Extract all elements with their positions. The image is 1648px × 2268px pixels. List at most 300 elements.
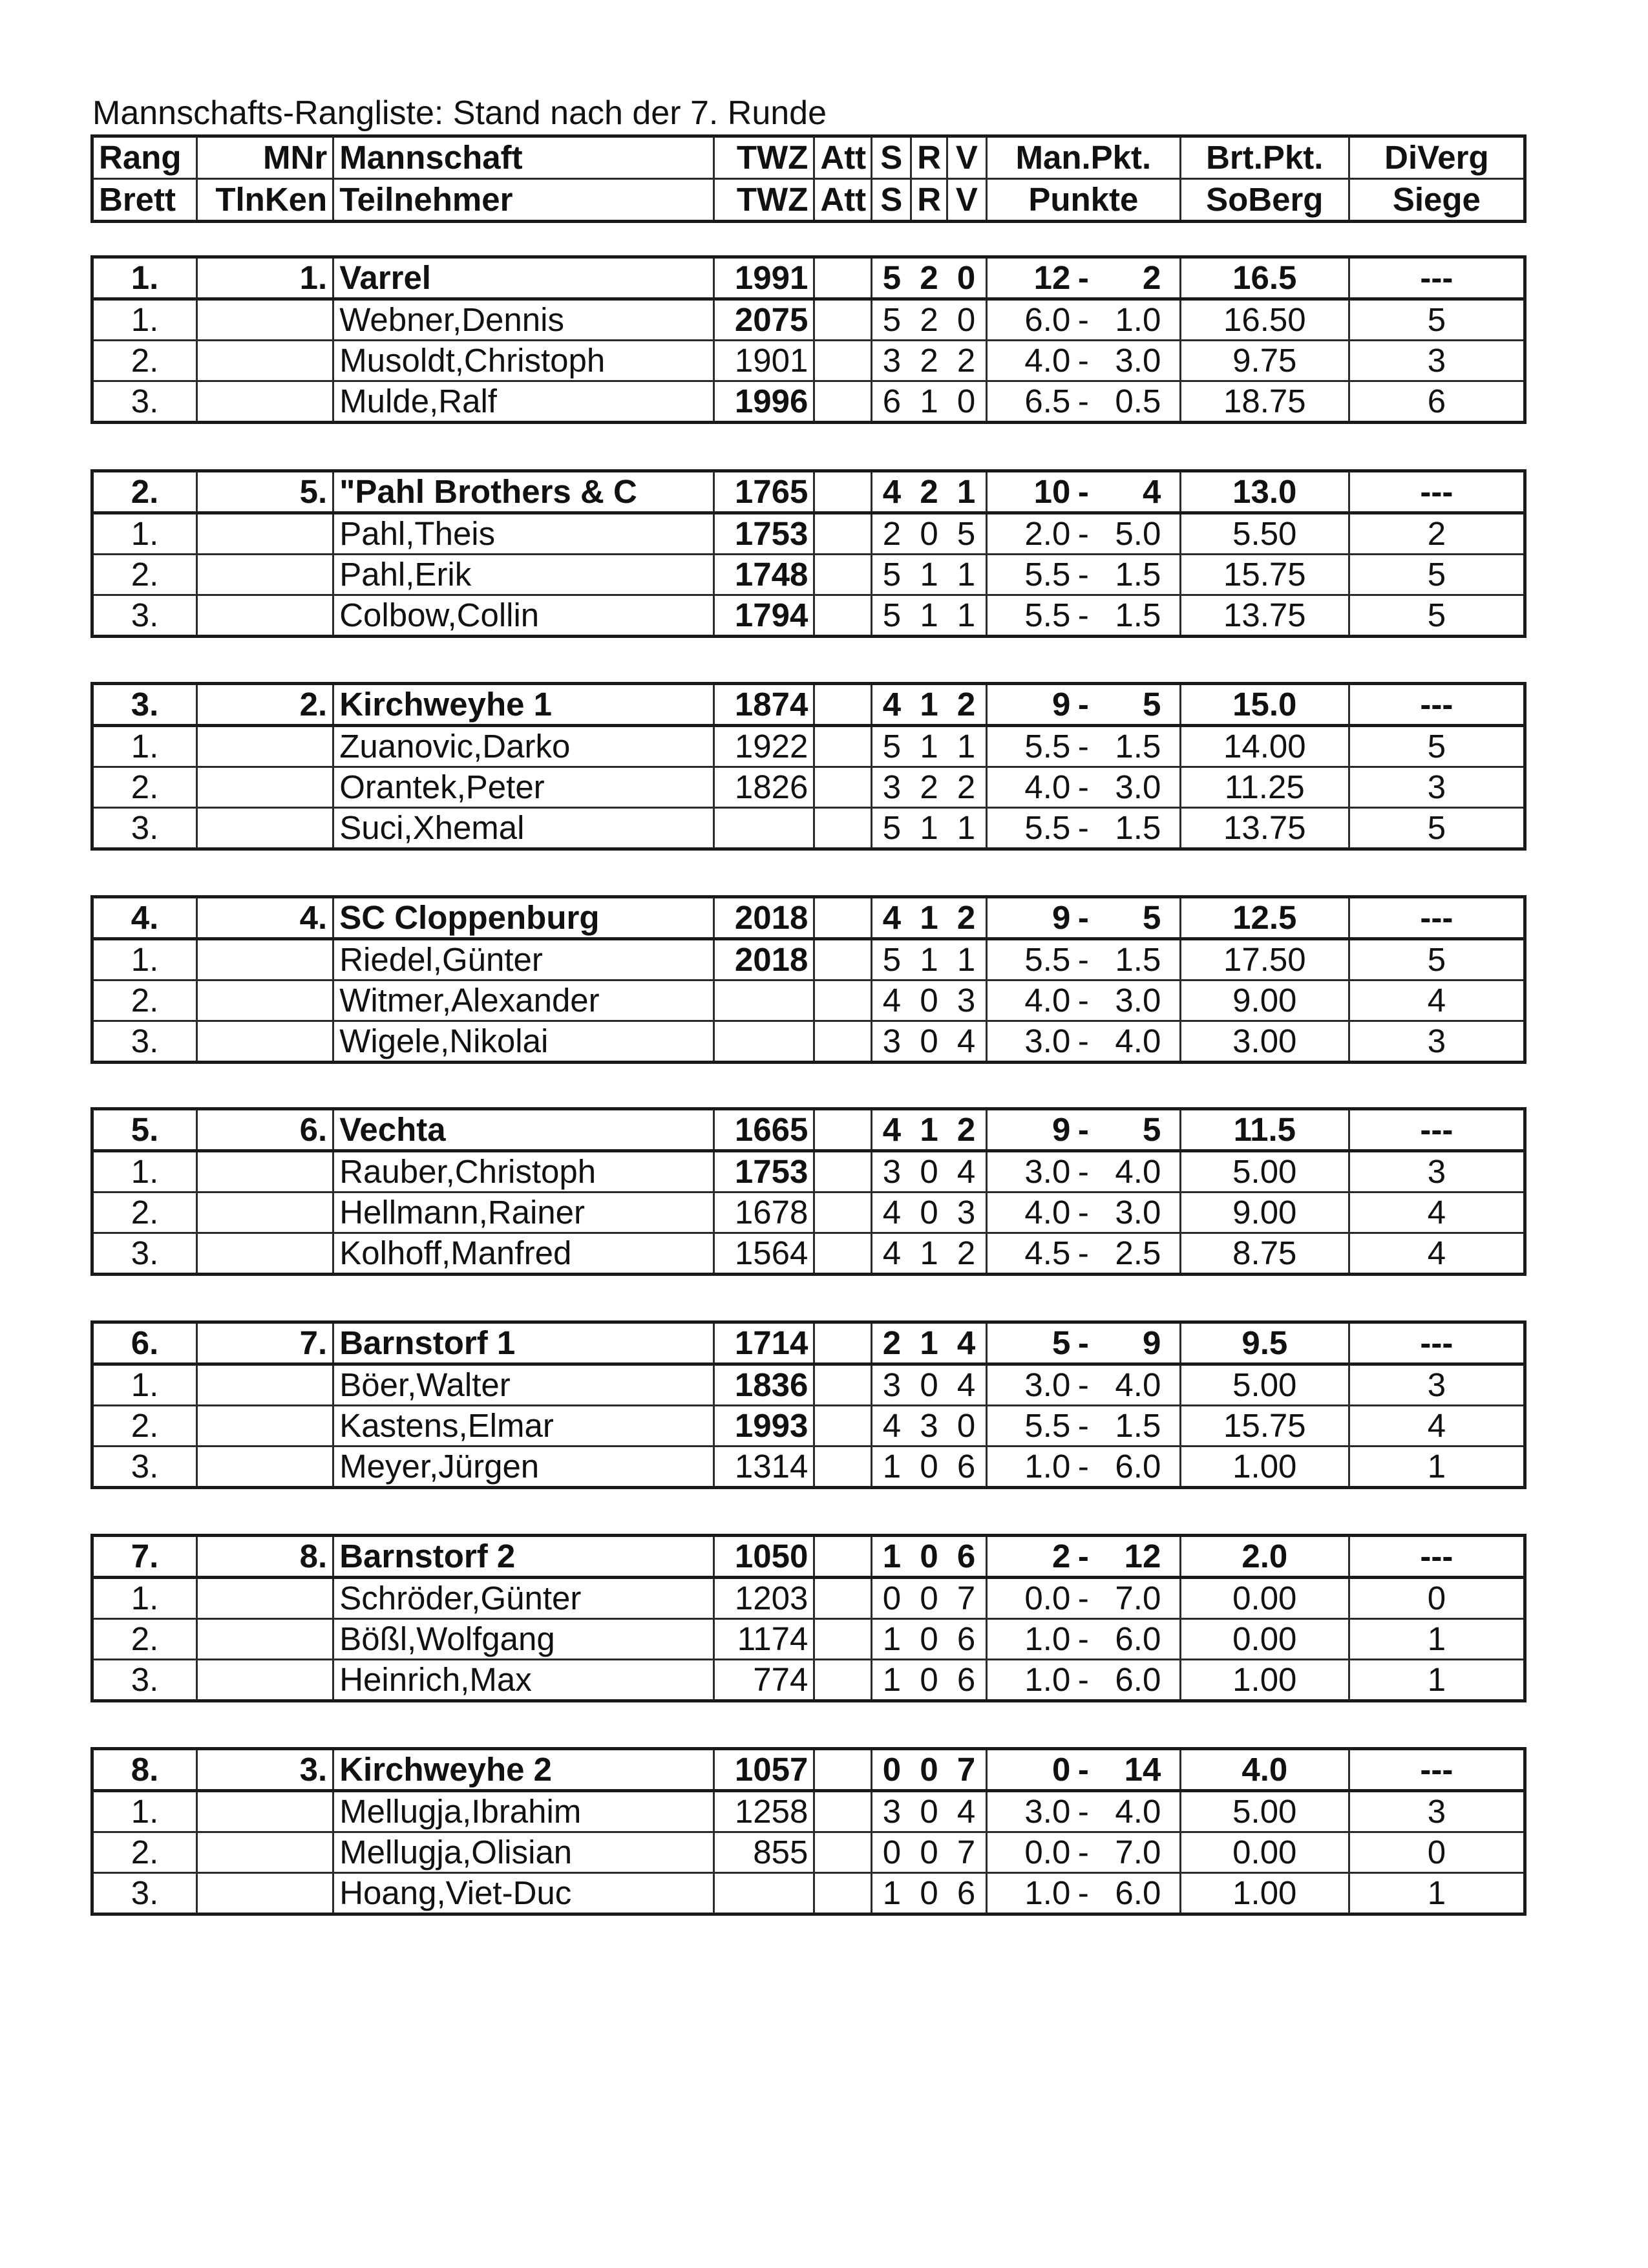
points-won: 4.0 (1024, 342, 1071, 379)
team-table (90, 1747, 1527, 1916)
player-tlnken (197, 1619, 333, 1660)
points-lost: 4.0 (1115, 1793, 1161, 1830)
player-soberg: 9.00 (1180, 980, 1349, 1021)
player-r: 0 (911, 1578, 947, 1619)
team-twz: 1665 (713, 1109, 814, 1151)
team-att (814, 471, 872, 513)
team-man-pkt (986, 1536, 1180, 1578)
player-soberg: 13.75 (1180, 808, 1349, 849)
points-separator: - (1077, 899, 1089, 936)
player-board: 1. (92, 1151, 197, 1192)
team-rank: 2. (92, 471, 197, 513)
player-s: 3 (872, 1364, 911, 1406)
player-soberg: 1.00 (1180, 1447, 1349, 1488)
player-twz: 1922 (713, 726, 814, 767)
player-punkte (986, 980, 1180, 1021)
player-att (814, 341, 872, 381)
player-row (92, 1791, 1525, 1832)
team-rank: 6. (92, 1322, 197, 1364)
player-att (814, 1832, 872, 1873)
player-punkte (986, 1406, 1180, 1447)
player-r: 0 (911, 1791, 947, 1832)
points-won: 0.0 (1024, 1834, 1071, 1871)
player-row (92, 513, 1525, 555)
header-rang: Rang (92, 136, 197, 179)
player-twz: 1826 (713, 767, 814, 808)
player-name: Böer,Walter (333, 1364, 714, 1406)
player-att (814, 381, 872, 423)
team-att (814, 1536, 872, 1578)
player-tlnken (197, 1364, 333, 1406)
team-row (92, 897, 1525, 939)
points-won: 3.0 (1024, 1366, 1071, 1403)
header-diverg: DiVerg (1349, 136, 1525, 179)
player-board: 2. (92, 767, 197, 808)
player-r: 0 (911, 513, 947, 555)
team-mnr: 1. (197, 257, 333, 299)
player-soberg: 8.75 (1180, 1233, 1349, 1275)
player-r: 1 (911, 381, 947, 423)
header-teilnehmer: Teilnehmer (333, 179, 714, 222)
player-punkte (986, 1233, 1180, 1275)
header-s: S (872, 136, 911, 179)
player-soberg: 0.00 (1180, 1832, 1349, 1873)
header-row-player (92, 179, 1525, 222)
points-won: 5.5 (1024, 556, 1071, 593)
points-separator: - (1077, 1324, 1089, 1361)
player-name: Webner,Dennis (333, 299, 714, 341)
points-separator: - (1077, 1448, 1089, 1485)
points-separator: - (1077, 259, 1089, 296)
player-row (92, 1151, 1525, 1192)
team-diverg: --- (1349, 684, 1525, 726)
player-v: 7 (947, 1578, 986, 1619)
player-board: 2. (92, 980, 197, 1021)
points-lost: 1.5 (1115, 556, 1161, 593)
player-twz: 1836 (713, 1364, 814, 1406)
player-name: Schröder,Günter (333, 1578, 714, 1619)
player-siege: 1 (1349, 1660, 1525, 1701)
points-separator: - (1077, 728, 1089, 765)
player-att (814, 1447, 872, 1488)
player-name: Mellugja,Ibrahim (333, 1791, 714, 1832)
team-row (92, 1109, 1525, 1151)
team-att (814, 684, 872, 726)
points-won: 6.0 (1024, 301, 1071, 338)
player-s: 0 (872, 1578, 911, 1619)
points-won: 5.5 (1024, 597, 1071, 633)
player-board: 2. (92, 1619, 197, 1660)
player-siege: 3 (1349, 1021, 1525, 1063)
points-separator: - (1077, 809, 1089, 846)
player-s: 5 (872, 808, 911, 849)
header-s-2: S (872, 179, 911, 222)
player-att (814, 1406, 872, 1447)
player-row (92, 1578, 1525, 1619)
team-twz: 1714 (713, 1322, 814, 1364)
team-s: 1 (872, 1536, 911, 1578)
header-man-pkt: Man.Pkt. (986, 136, 1180, 179)
player-punkte (986, 1832, 1180, 1873)
team-att (814, 1749, 872, 1791)
player-s: 4 (872, 1406, 911, 1447)
player-board: 3. (92, 1660, 197, 1701)
points-lost: 4.0 (1115, 1023, 1161, 1059)
player-name: Bößl,Wolfgang (333, 1619, 714, 1660)
team-mnr: 4. (197, 897, 333, 939)
points-separator: - (1077, 768, 1089, 805)
team-diverg: --- (1349, 897, 1525, 939)
points-won: 3.0 (1024, 1023, 1071, 1059)
player-v: 6 (947, 1660, 986, 1701)
points-lost: 7.0 (1115, 1580, 1161, 1616)
team-brt-pkt: 12.5 (1180, 897, 1349, 939)
player-twz (713, 1021, 814, 1063)
player-row (92, 381, 1525, 423)
player-row (92, 1406, 1525, 1447)
player-siege: 6 (1349, 381, 1525, 423)
player-twz: 774 (713, 1660, 814, 1701)
player-att (814, 726, 872, 767)
team-v: 0 (947, 257, 986, 299)
player-s: 1 (872, 1660, 911, 1701)
team-mnr: 5. (197, 471, 333, 513)
player-row (92, 980, 1525, 1021)
header-mnr: MNr (197, 136, 333, 179)
team-diverg: --- (1349, 1109, 1525, 1151)
player-punkte (986, 1364, 1180, 1406)
player-board: 2. (92, 1192, 197, 1233)
player-v: 1 (947, 939, 986, 980)
team-att (814, 1322, 872, 1364)
player-board: 3. (92, 1873, 197, 1914)
team-name: Barnstorf 1 (333, 1322, 714, 1364)
player-name: Hellmann,Rainer (333, 1192, 714, 1233)
points-lost: 1.5 (1115, 941, 1161, 978)
player-r: 0 (911, 1447, 947, 1488)
player-att (814, 980, 872, 1021)
team-att (814, 1109, 872, 1151)
player-siege: 3 (1349, 341, 1525, 381)
team-r: 2 (911, 471, 947, 513)
points-won: 10 (1033, 473, 1071, 510)
player-att (814, 1192, 872, 1233)
player-v: 6 (947, 1447, 986, 1488)
player-soberg: 5.00 (1180, 1151, 1349, 1192)
player-row (92, 1233, 1525, 1275)
points-lost: 5 (1142, 899, 1161, 936)
player-s: 0 (872, 1832, 911, 1873)
player-att (814, 808, 872, 849)
points-separator: - (1077, 301, 1089, 338)
team-twz: 1057 (713, 1749, 814, 1791)
points-separator: - (1077, 383, 1089, 419)
team-s: 5 (872, 257, 911, 299)
player-soberg: 14.00 (1180, 726, 1349, 767)
points-separator: - (1077, 1751, 1089, 1788)
player-s: 4 (872, 1192, 911, 1233)
points-lost: 5 (1142, 686, 1161, 723)
team-man-pkt (986, 1749, 1180, 1791)
points-separator: - (1077, 1580, 1089, 1616)
player-att (814, 1364, 872, 1406)
player-tlnken (197, 1873, 333, 1914)
player-soberg: 18.75 (1180, 381, 1349, 423)
player-r: 0 (911, 1151, 947, 1192)
team-s: 4 (872, 684, 911, 726)
player-twz: 1203 (713, 1578, 814, 1619)
points-won: 3.0 (1024, 1153, 1071, 1190)
header-twz: TWZ (713, 136, 814, 179)
player-siege: 3 (1349, 767, 1525, 808)
player-punkte (986, 1447, 1180, 1488)
points-separator: - (1077, 342, 1089, 379)
player-twz: 1794 (713, 595, 814, 637)
player-tlnken (197, 939, 333, 980)
points-separator: - (1077, 941, 1089, 978)
player-soberg: 15.75 (1180, 555, 1349, 595)
team-row (92, 1749, 1525, 1791)
points-separator: - (1077, 473, 1089, 510)
player-tlnken (197, 808, 333, 849)
player-tlnken (197, 299, 333, 341)
team-v: 7 (947, 1749, 986, 1791)
team-table (90, 1320, 1527, 1489)
player-board: 2. (92, 1832, 197, 1873)
points-lost: 1.5 (1115, 809, 1161, 846)
player-v: 1 (947, 555, 986, 595)
team-twz: 1874 (713, 684, 814, 726)
player-siege: 0 (1349, 1832, 1525, 1873)
player-v: 4 (947, 1021, 986, 1063)
player-twz: 1748 (713, 555, 814, 595)
player-board: 1. (92, 1364, 197, 1406)
player-r: 1 (911, 595, 947, 637)
header-siege: Siege (1349, 179, 1525, 222)
team-r: 1 (911, 1322, 947, 1364)
player-r: 2 (911, 299, 947, 341)
player-siege: 1 (1349, 1447, 1525, 1488)
team-man-pkt (986, 897, 1180, 939)
points-won: 2.0 (1024, 515, 1071, 552)
team-row (92, 471, 1525, 513)
player-siege: 4 (1349, 1406, 1525, 1447)
player-v: 3 (947, 1192, 986, 1233)
player-s: 3 (872, 767, 911, 808)
points-lost: 5.0 (1115, 515, 1161, 552)
points-separator: - (1077, 515, 1089, 552)
player-v: 3 (947, 980, 986, 1021)
player-s: 6 (872, 381, 911, 423)
player-r: 1 (911, 939, 947, 980)
points-won: 1.0 (1024, 1661, 1071, 1698)
player-r: 0 (911, 1192, 947, 1233)
player-s: 5 (872, 299, 911, 341)
player-row (92, 1873, 1525, 1914)
player-r: 1 (911, 555, 947, 595)
points-lost: 1.0 (1115, 301, 1161, 338)
team-diverg: --- (1349, 257, 1525, 299)
player-name: Pahl,Erik (333, 555, 714, 595)
player-s: 5 (872, 939, 911, 980)
player-twz: 2075 (713, 299, 814, 341)
points-separator: - (1077, 1793, 1089, 1830)
player-tlnken (197, 341, 333, 381)
team-diverg: --- (1349, 1536, 1525, 1578)
team-v: 2 (947, 684, 986, 726)
header-mannschaft: Mannschaft (333, 136, 714, 179)
player-name: Pahl,Theis (333, 513, 714, 555)
player-punkte (986, 555, 1180, 595)
points-won: 0.0 (1024, 1580, 1071, 1616)
player-v: 5 (947, 513, 986, 555)
player-twz: 855 (713, 1832, 814, 1873)
team-rank: 7. (92, 1536, 197, 1578)
player-board: 1. (92, 1578, 197, 1619)
player-siege: 5 (1349, 299, 1525, 341)
player-name: Musoldt,Christoph (333, 341, 714, 381)
player-siege: 4 (1349, 1192, 1525, 1233)
player-v: 2 (947, 1233, 986, 1275)
points-lost: 14 (1124, 1751, 1161, 1788)
player-row (92, 1192, 1525, 1233)
team-rank: 1. (92, 257, 197, 299)
player-board: 1. (92, 299, 197, 341)
player-r: 0 (911, 1021, 947, 1063)
player-v: 4 (947, 1364, 986, 1406)
player-v: 4 (947, 1791, 986, 1832)
team-name: Varrel (333, 257, 714, 299)
player-siege: 5 (1349, 726, 1525, 767)
player-att (814, 555, 872, 595)
player-v: 4 (947, 1151, 986, 1192)
player-board: 2. (92, 555, 197, 595)
player-s: 4 (872, 980, 911, 1021)
player-r: 0 (911, 1660, 947, 1701)
team-diverg: --- (1349, 1749, 1525, 1791)
header-twz-2: TWZ (713, 179, 814, 222)
player-tlnken (197, 767, 333, 808)
player-siege: 1 (1349, 1619, 1525, 1660)
player-punkte (986, 1791, 1180, 1832)
player-row (92, 555, 1525, 595)
player-siege: 5 (1349, 595, 1525, 637)
team-table (90, 682, 1527, 851)
team-name: Barnstorf 2 (333, 1536, 714, 1578)
player-punkte (986, 767, 1180, 808)
player-r: 0 (911, 1832, 947, 1873)
team-table (90, 895, 1527, 1064)
team-rank: 8. (92, 1749, 197, 1791)
points-lost: 3.0 (1115, 342, 1161, 379)
points-won: 4.0 (1024, 768, 1071, 805)
player-row (92, 1660, 1525, 1701)
player-board: 3. (92, 1233, 197, 1275)
player-att (814, 1791, 872, 1832)
player-s: 3 (872, 1791, 911, 1832)
player-tlnken (197, 1791, 333, 1832)
team-brt-pkt: 16.5 (1180, 257, 1349, 299)
team-brt-pkt: 9.5 (1180, 1322, 1349, 1364)
player-twz: 1564 (713, 1233, 814, 1275)
player-board: 2. (92, 341, 197, 381)
player-tlnken (197, 1406, 333, 1447)
points-separator: - (1077, 1023, 1089, 1059)
player-v: 0 (947, 1406, 986, 1447)
points-won: 5.5 (1024, 941, 1071, 978)
player-v: 2 (947, 341, 986, 381)
player-tlnken (197, 1578, 333, 1619)
team-twz: 1050 (713, 1536, 814, 1578)
player-tlnken (197, 1151, 333, 1192)
player-punkte (986, 939, 1180, 980)
player-twz (713, 980, 814, 1021)
team-mnr: 8. (197, 1536, 333, 1578)
player-row (92, 1619, 1525, 1660)
player-s: 5 (872, 555, 911, 595)
player-v: 0 (947, 381, 986, 423)
player-soberg: 1.00 (1180, 1660, 1349, 1701)
player-punkte (986, 595, 1180, 637)
team-v: 2 (947, 897, 986, 939)
team-r: 1 (911, 1109, 947, 1151)
header-v: V (947, 136, 986, 179)
player-r: 3 (911, 1406, 947, 1447)
points-separator: - (1077, 1194, 1089, 1231)
player-punkte (986, 726, 1180, 767)
team-rank: 3. (92, 684, 197, 726)
team-v: 2 (947, 1109, 986, 1151)
player-board: 3. (92, 381, 197, 423)
player-name: Colbow,Collin (333, 595, 714, 637)
player-twz: 1996 (713, 381, 814, 423)
points-separator: - (1077, 597, 1089, 633)
player-board: 1. (92, 513, 197, 555)
header-att: Att (814, 136, 872, 179)
points-won: 4.0 (1024, 982, 1071, 1019)
player-tlnken (197, 1660, 333, 1701)
player-board: 1. (92, 1791, 197, 1832)
team-mnr: 6. (197, 1109, 333, 1151)
points-separator: - (1077, 1538, 1089, 1574)
player-row (92, 341, 1525, 381)
player-soberg: 5.50 (1180, 513, 1349, 555)
header-punkte: Punkte (986, 179, 1180, 222)
player-name: Heinrich,Max (333, 1660, 714, 1701)
player-twz: 2018 (713, 939, 814, 980)
team-r: 0 (911, 1749, 947, 1791)
team-v: 4 (947, 1322, 986, 1364)
points-won: 4.5 (1024, 1235, 1071, 1271)
player-board: 3. (92, 1447, 197, 1488)
points-lost: 1.5 (1115, 597, 1161, 633)
player-att (814, 513, 872, 555)
team-table (90, 255, 1527, 424)
points-separator: - (1077, 1874, 1089, 1911)
player-name: Kolhoff,Manfred (333, 1233, 714, 1275)
team-brt-pkt: 11.5 (1180, 1109, 1349, 1151)
team-name: Kirchweyhe 2 (333, 1749, 714, 1791)
player-s: 3 (872, 341, 911, 381)
player-siege: 3 (1349, 1791, 1525, 1832)
column-header-table (90, 134, 1527, 223)
team-rank: 5. (92, 1109, 197, 1151)
player-soberg: 17.50 (1180, 939, 1349, 980)
team-table (90, 1534, 1527, 1702)
player-r: 1 (911, 1233, 947, 1275)
player-tlnken (197, 1233, 333, 1275)
player-soberg: 9.00 (1180, 1192, 1349, 1233)
